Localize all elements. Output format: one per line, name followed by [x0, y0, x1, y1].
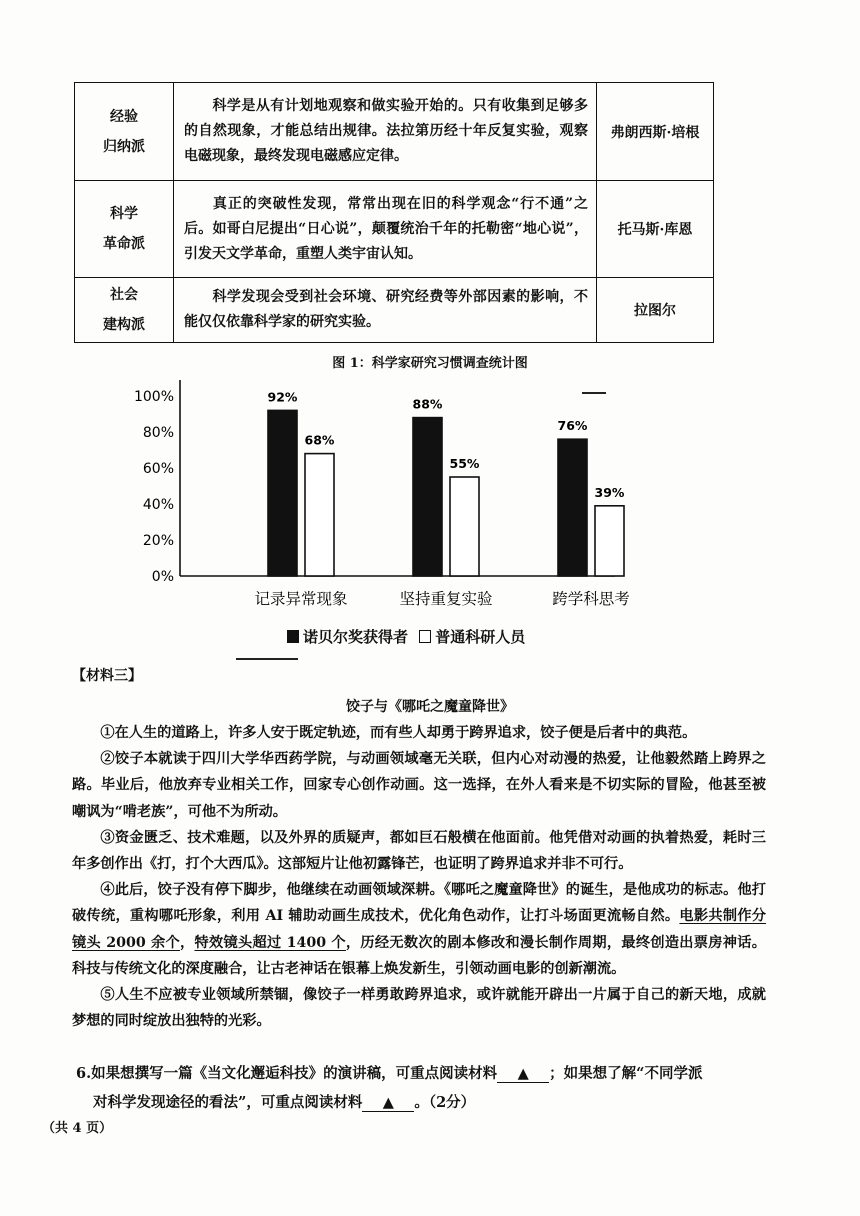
- legend-label-ordinary: 普通科研人员: [435, 628, 526, 646]
- question-6: [76, 1059, 770, 1117]
- question-text-3: 对科学发现途径的看法”，可重点阅读材料: [93, 1094, 363, 1111]
- bar-nobel: [558, 439, 587, 576]
- bar-ordinary: [450, 477, 479, 576]
- material-heading: 【材料三】: [72, 668, 142, 684]
- bar-ordinary: [305, 454, 334, 576]
- bar-nobel: [413, 418, 442, 576]
- person-cell: 弗朗西斯·培根: [597, 83, 714, 181]
- paragraph-2: ②饺子本就读于四川大学华西药学院，与动画领域毫无关联，但内心对动漫的热爱，让他毅然踏上跨界之路。毕业后，他放弃专业相关工作，回家专心创作动画。这一选择，在外人看来是不切实际的冒险，他甚至被嘲讽为“啃老族”，可他不为所动。: [72, 751, 766, 820]
- description-text: 真正的突破性发现，常常出现在旧的科学观念“行不通”之后。如哥白尼提出“日心说”，颠覆统治千年的托勒密“地心说”，引发天文学革命，重塑人类宇宙认知。: [184, 195, 588, 262]
- bar-nobel: [268, 410, 297, 576]
- bar-chart: [133, 375, 630, 620]
- y-tick-label: 100%: [133, 389, 174, 405]
- paragraph-5: ⑤人生不应被专业领域所禁锢，像饺子一样勇敢跨界追求，或许就能开辟出一片属于自己的新天地，成就梦想的同时绽放出独特的光彩。: [72, 987, 766, 1030]
- bar-value-label: 39%: [594, 484, 625, 500]
- description-cell: [174, 83, 597, 181]
- bar-value-label: 92%: [267, 389, 298, 405]
- legend-swatch-light: [419, 630, 431, 643]
- description-cell: [174, 278, 597, 343]
- question-text-2: ；如果想了解“不同学派: [549, 1065, 703, 1082]
- school-name-line1: 社会: [110, 287, 138, 303]
- description-text: 科学是从有计划地观察和做实验开始的。只有收集到足够多的自然现象，才能总结出规律。法拉第历经十年反复实验，观察电磁现象，最终发现电磁感应定律。: [184, 98, 588, 164]
- person-cell: 拉图尔: [597, 278, 714, 343]
- table-row: [75, 181, 714, 278]
- school-name-line2: 建构派: [103, 317, 145, 333]
- x-category-label: 记录异常现象: [254, 590, 348, 608]
- school-name-line2: 革命派: [103, 236, 145, 252]
- description-text: 科学发现会受到社会环境、研究经费等外部因素的影响，不能仅仅依靠科学家的研究实验。: [184, 289, 588, 330]
- description-cell: [174, 181, 597, 278]
- page-count: （共 4 页）: [42, 1121, 113, 1136]
- school-cell: [75, 278, 174, 343]
- paragraph-1: ①在人生的道路上，许多人安于既定轨迹，而有些人却勇于跨界追求，饺子便是后者中的典范。: [100, 725, 697, 741]
- answer-blank-1[interactable]: ▲: [497, 1066, 549, 1083]
- chart-legend: [287, 626, 525, 647]
- school-cell: [75, 83, 174, 181]
- table-row: [75, 278, 714, 343]
- paragraph-4-text-b: ，: [179, 934, 195, 951]
- legend-swatch-dark: [287, 630, 299, 643]
- underlined-fact-2: 特效镜头超过 1400 个: [194, 934, 346, 951]
- scan-dash: [236, 658, 298, 660]
- chart-title: 图 1：科学家研究习惯调查统计图: [332, 356, 528, 371]
- answer-blank-2[interactable]: ▲: [362, 1095, 414, 1112]
- article-title: 饺子与《哪吒之魔童降世》: [346, 699, 514, 715]
- x-category-label: 跨学科思考: [552, 590, 630, 608]
- paragraph-4: [72, 877, 766, 982]
- bar-value-label: 68%: [304, 432, 335, 448]
- question-text-4: 。（2分）: [414, 1094, 476, 1111]
- article-body: [72, 720, 766, 1034]
- legend-label-nobel: 诺贝尔奖获得者: [303, 628, 409, 646]
- paragraph-3: ③资金匮乏、技术难题，以及外界的质疑声，都如巨石般横在他面前。他凭借对动画的执着热爱，耗时三年多创作出《打，打个大西瓜》。这部短片让他初露锋芒，也证明了跨界追求并非不可行。: [72, 829, 766, 873]
- school-name-line2: 归纳派: [103, 138, 145, 155]
- y-tick-label: 0%: [151, 569, 174, 585]
- person-cell: 托马斯·库恩: [597, 181, 714, 278]
- y-tick-label: 80%: [142, 425, 174, 441]
- paragraph-4-text-c: ，历经无数次的剧本修改和漫长制作周期，最终创造出票房神话。科技与传统文化的深度融合，让古老神话在银幕上焕发新生，引领动画电影的创新潮流。: [72, 934, 766, 977]
- school-name-line1: 科学: [110, 206, 138, 222]
- question-text-1: 6.如果想撰写一篇《当文化邂逅科技》的演讲稿，可重点阅读材料: [76, 1065, 498, 1082]
- y-tick-label: 20%: [142, 533, 174, 549]
- paragraph-4-text-a: ④此后，饺子没有停下脚步，他继续在动画领域深耕。《哪吒之魔童降世》的诞生，是他成功的标志。他打破传统，重构哪吒形象，利用 AI 辅助动画生成技术，优化角色动作，让打斗场面更流畅自然。: [72, 882, 766, 925]
- y-tick-label: 40%: [142, 497, 174, 513]
- school-name-line1: 经验: [110, 108, 138, 125]
- scan-dash: [582, 392, 606, 394]
- y-tick-label: 60%: [142, 461, 174, 477]
- school-cell: [75, 181, 174, 278]
- bar-ordinary: [595, 506, 624, 576]
- underlined-fact-1: 电影共制作分镜头 2000 余个: [72, 908, 766, 951]
- bar-value-label: 88%: [412, 396, 443, 412]
- x-category-label: 坚持重复实验: [399, 590, 493, 608]
- bar-value-label: 55%: [449, 456, 480, 471]
- bar-value-label: 76%: [557, 418, 588, 434]
- table-row: [75, 83, 714, 181]
- schools-table: [74, 82, 714, 343]
